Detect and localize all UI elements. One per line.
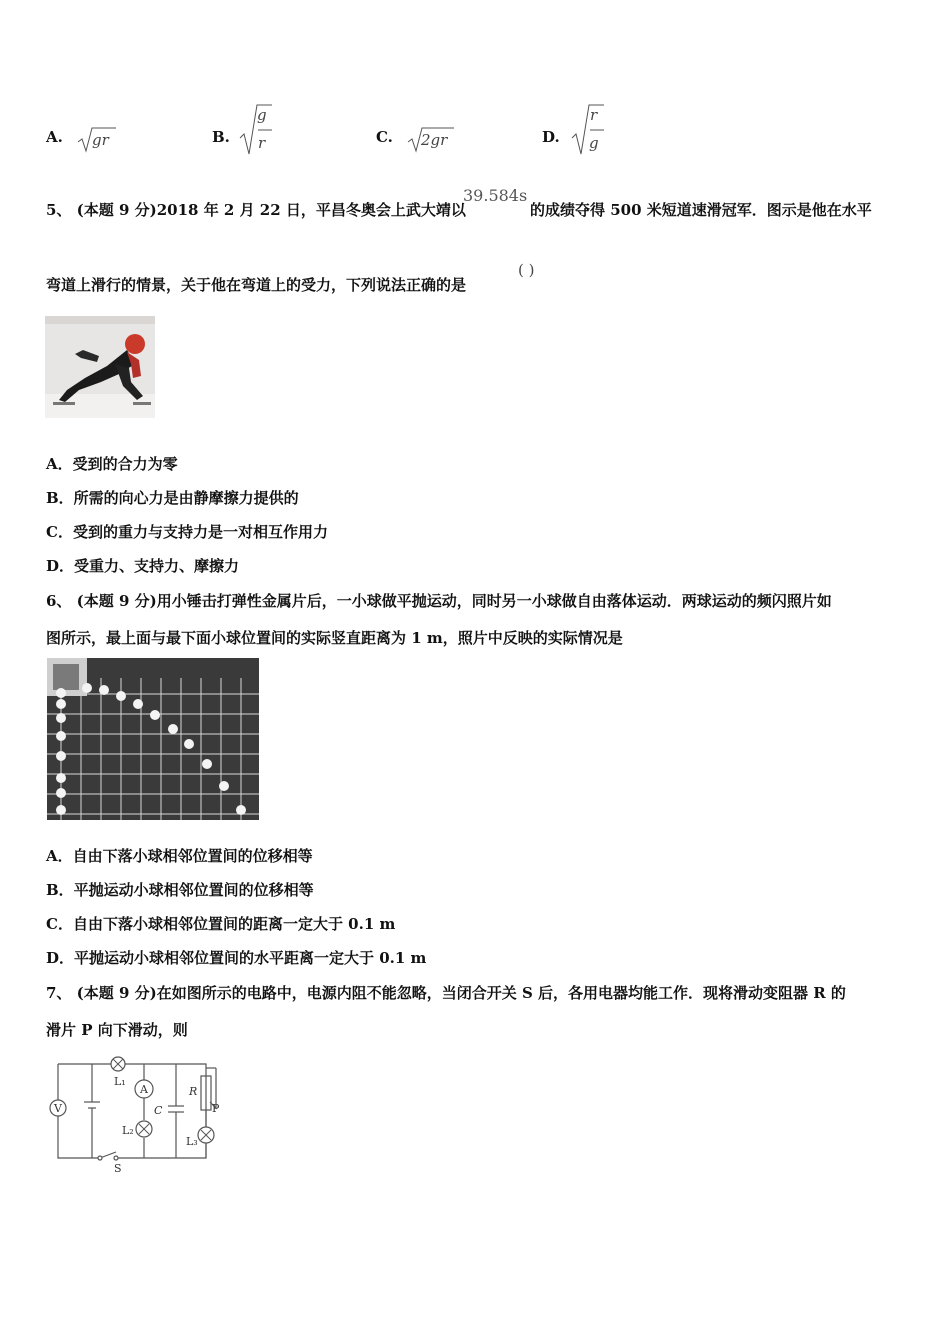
q4-option-d-den: g [589, 134, 599, 152]
skater-helmet [125, 334, 145, 354]
skater-photo [45, 316, 155, 418]
q6-option-d[interactable]: D．平抛运动小球相邻位置间的水平距离一定大于 0.1 m [46, 949, 427, 967]
lamp3-label: L₃ [186, 1135, 198, 1148]
q5-option-c[interactable]: C．受到的重力与支持力是一对相互作用力 [46, 523, 328, 541]
q5-option-a[interactable]: A．受到的合力为零 [46, 455, 178, 473]
voltmeter-label: V [54, 1102, 62, 1115]
q7-line1: 7、 (本题 9 分)在如图所示的电路中，电源内阻不能忽略，当闭合开关 S 后，各用电器均能工作．现将滑动变阻器 R 的 [46, 984, 846, 1002]
rheostat-label: R [189, 1085, 198, 1098]
q7-line2: 滑片 P 向下滑动，则 [46, 1021, 188, 1039]
q5-line1-post: 的成绩夺得 500 米短道速滑冠军．图示是他在水平 [530, 201, 872, 219]
q4-option-d-num: r [590, 106, 598, 124]
lamp2-label: L₂ [122, 1124, 134, 1137]
q4-option-c-label: C. [376, 128, 393, 146]
q4-option-d-sqrt [570, 102, 606, 156]
q6-option-b[interactable]: B．平抛运动小球相邻位置间的位移相等 [46, 881, 314, 899]
q5-time-value: 39.584s [463, 186, 528, 205]
ammeter-label: A [140, 1083, 148, 1096]
q4-option-c-expr: 2gr [421, 131, 448, 149]
q6-line2: 图所示，最上面与最下面小球位置间的实际竖直距离为 1 m，照片中反映的实际情况是 [46, 629, 623, 647]
q4-option-a-expr: gr [92, 131, 109, 149]
q5-answer-paren: ( ) [518, 261, 535, 279]
q4-option-d-label: D. [542, 128, 560, 146]
q4-option-b-den: r [258, 134, 266, 152]
q5-line2: 弯道上滑行的情景，关于他在弯道上的受力，下列说法正确的是 [46, 276, 467, 294]
circuit-diagram [44, 1050, 224, 1178]
q5-option-b[interactable]: B．所需的向心力是由静摩擦力提供的 [46, 489, 299, 507]
q5-line1-pre: 5、 (本题 9 分)2018 年 2 月 22 日，平昌冬奥会上武大靖以 [46, 201, 466, 219]
q6-option-c[interactable]: C．自由下落小球相邻位置间的距离一定大于 0.1 m [46, 915, 396, 933]
q6-option-a[interactable]: A．自由下落小球相邻位置间的位移相等 [46, 847, 313, 865]
slider-label: P [212, 1102, 220, 1115]
q4-option-b-num: g [257, 106, 267, 124]
capacitor-label: C [154, 1104, 163, 1117]
q5-option-d[interactable]: D．受重力、支持力、摩擦力 [46, 557, 240, 575]
q4-option-b-label: B. [212, 128, 230, 146]
q6-line1: 6、 (本题 9 分)用小锤击打弹性金属片后，一小球做平抛运动，同时另一小球做自由落体运动．两球运动的频闪照片如 [46, 592, 832, 610]
switch-label: S [114, 1162, 122, 1175]
q4-option-b-sqrt [238, 102, 274, 156]
lamp1-label: L₁ [114, 1075, 126, 1088]
strobe-photo [47, 658, 259, 820]
q4-option-a-label: A. [46, 128, 63, 146]
